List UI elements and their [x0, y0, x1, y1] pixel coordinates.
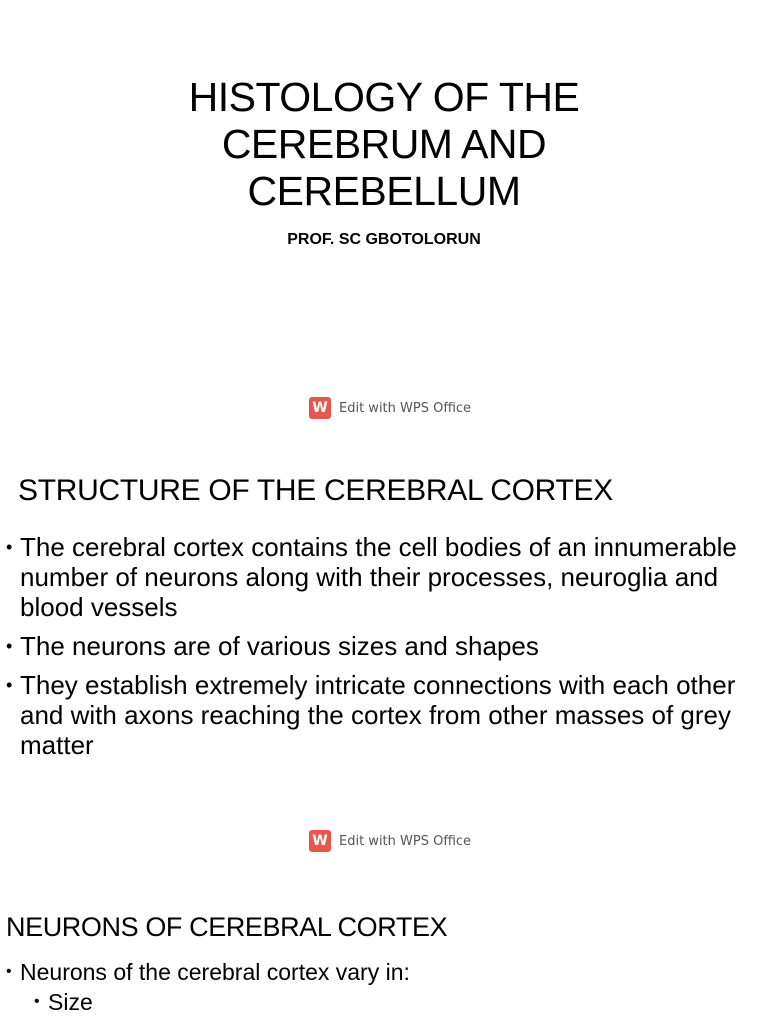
bullet-icon: • — [34, 993, 40, 1010]
list-item — [4, 987, 764, 1017]
wps-watermark[interactable] — [309, 830, 471, 852]
wps-logo-icon: W — [309, 830, 331, 852]
bullet-list — [4, 532, 764, 769]
list-item — [4, 631, 764, 661]
bullet-text: The cerebral cortex contains the cell bodies of an innumerable number of neurons along with their processes, neuroglia and blood vessels — [20, 532, 737, 622]
list-item — [4, 670, 764, 760]
title-slide — [0, 0, 768, 440]
bullet-icon: • — [6, 636, 13, 656]
bullet-icon: • — [6, 675, 13, 695]
bullet-text: Size — [48, 989, 93, 1015]
wps-logo-icon: W — [309, 397, 331, 419]
document-title — [0, 74, 768, 215]
list-item — [4, 957, 764, 987]
list-item — [4, 532, 764, 622]
bullet-icon: • — [6, 537, 13, 557]
wps-watermark[interactable] — [309, 397, 471, 419]
bullet-list — [4, 957, 764, 1017]
slide-title: STRUCTURE OF THE CEREBRAL CORTEX — [18, 474, 613, 507]
wps-watermark-label: Edit with WPS Office — [339, 833, 472, 849]
title-line: CEREBRUM AND — [221, 121, 547, 167]
bullet-icon: • — [6, 963, 12, 980]
title-line: CEREBELLUM — [247, 168, 521, 214]
slide-title: NEURONS OF CEREBRAL CORTEX — [6, 912, 448, 942]
bullet-text: Neurons of the cerebral cortex vary in: — [20, 959, 410, 985]
bullet-text: They establish extremely intricate connections with each other and with axons reaching the cortex from other masses of grey matter — [20, 670, 736, 760]
bullet-text: The neurons are of various sizes and shapes — [20, 631, 539, 661]
title-line: HISTOLOGY OF THE — [188, 74, 580, 120]
author-name: PROF. SC GBOTOLORUN — [287, 231, 481, 248]
wps-watermark-label: Edit with WPS Office — [339, 400, 472, 416]
